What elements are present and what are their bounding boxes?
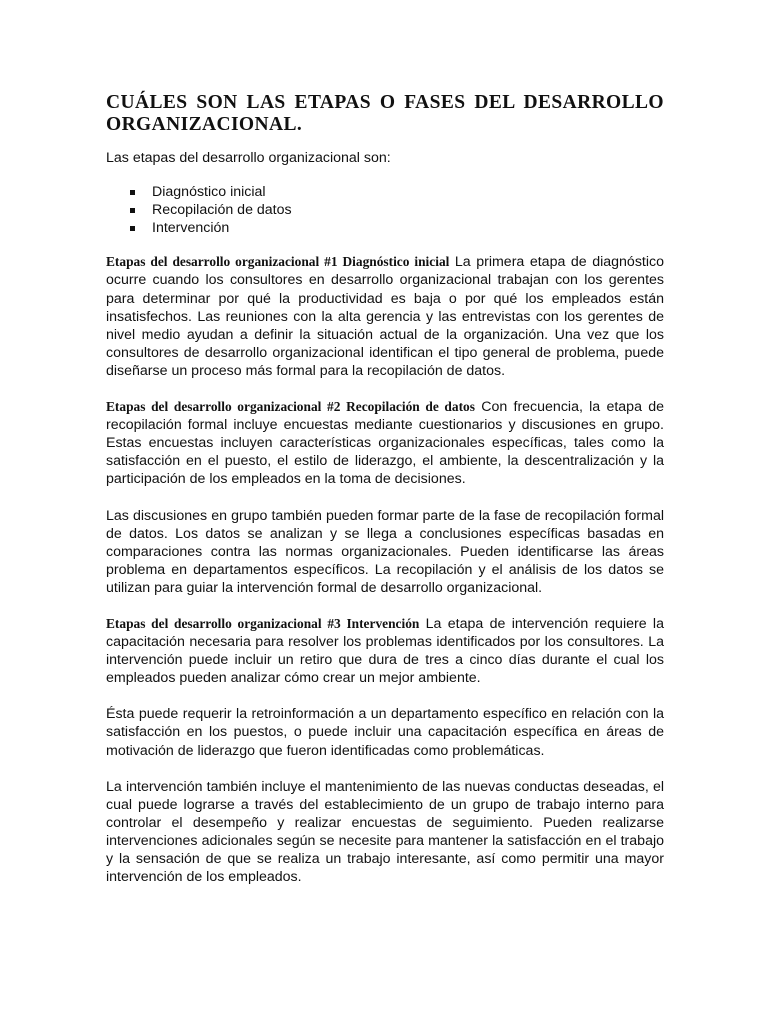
- list-item-label: Recopilación de datos: [152, 202, 292, 219]
- paragraph-stage-3: [106, 615, 664, 687]
- stages-list: [106, 183, 664, 237]
- paragraph-body: La primera etapa de diagnóstico ocurre cuando los consultores en desarrollo organizacional trabajan con los gerentes para determinar por qué la productividad es baja o por qué los empleados están insatisfechos. Las reuniones con la alta gerencia y las entrevistas con los gerentes de nivel medio ayudan a definir la situación actual de la organización. Una vez que los consultores de desarrollo organizacional identifican el tipo general de problema, puede diseñarse un proceso más formal para la recopilación de datos.: [106, 254, 664, 379]
- paragraph-stage-1: [106, 253, 664, 380]
- list-item: [106, 219, 664, 237]
- list-item: [106, 201, 664, 219]
- list-item-label: Diagnóstico inicial: [152, 184, 266, 201]
- bullet-square-icon: [130, 208, 135, 213]
- paragraph-feedback: Ésta puede requerir la retroinformación a un departamento específico en relación con la satisfacción en los puestos, o puede incluir una capacitación específica en áreas de motivación de liderazgo que fueron identificadas como problemáticas.: [106, 706, 664, 759]
- paragraph-body: Con frecuencia, la etapa de recopilación formal incluye encuestas mediante cuestionarios y discusiones en grupo. Estas encuestas incluyen características organizacionales específicas, tales como la satisfacción en el puesto, el estilo de liderazgo, el ambiente, la descentralización y la participación de los empleados en la toma de decisiones.: [106, 399, 664, 488]
- paragraph-stage-2: [106, 398, 664, 488]
- paragraph-maintenance: La intervención también incluye el mantenimiento de las nuevas conductas deseadas, el cual puede lograrse a través del establecimiento de un grupo de trabajo interno para controlar el desempeño y realizar encuestas de seguimiento. Pueden realizarse intervenciones adicionales según se necesite para mantener la satisfacción en el trabajo y la sensación de que se realiza un trabajo interesante, así como permitir una mayor intervención de los empleados.: [106, 778, 664, 886]
- intro-text: Las etapas del desarrollo organizacional son:: [106, 150, 391, 166]
- paragraph-lead: Etapas del desarrollo organizacional #1 Diagnóstico inicial: [106, 254, 450, 270]
- document-title: CUÁLES SON LAS ETAPAS O FASES DEL DESARROLLO ORGANIZACIONAL.: [106, 92, 664, 135]
- bullet-square-icon: [130, 226, 135, 231]
- list-item: [106, 183, 664, 201]
- paragraph-lead: Etapas del desarrollo organizacional #2 Recopilación de datos: [106, 399, 475, 415]
- bullet-square-icon: [130, 190, 135, 195]
- list-item-label: Intervención: [152, 220, 230, 237]
- paragraph-lead: Etapas del desarrollo organizacional #3 Intervención: [106, 615, 420, 631]
- paragraph-body: La etapa de intervención requiere la capacitación necesaria para resolver los problemas identificados por los consultores. La intervención puede incluir un retiro que dura de tres a cinco días durante el cual los empleados pueden analizar cómo crear un mejor ambiente.: [106, 615, 664, 687]
- paragraph-data-analysis: Las discusiones en grupo también pueden formar parte de la fase de recopilación formal de datos. Los datos se analizan y se llega a conclusiones específicas basadas en comparaciones contra las normas organizacionales. Pueden identificarse las áreas problema en departamentos específicos. La recopilación y el análisis de los datos se utilizan para guiar la intervención formal de desarrollo organizacional.: [106, 507, 664, 596]
- document-page: [106, 92, 664, 904]
